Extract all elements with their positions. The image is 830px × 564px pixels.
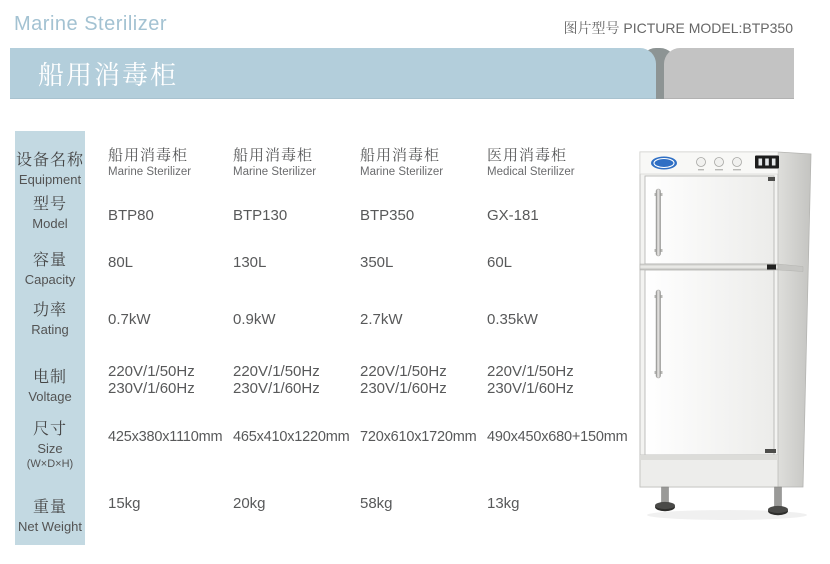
banner-gray-tab — [664, 48, 794, 99]
row-label-model: 型号 Model — [32, 196, 68, 231]
rating-value: 2.7kW — [360, 311, 403, 328]
weight-value: 15kg — [108, 495, 141, 512]
divider-latch — [767, 265, 776, 270]
row-voltages — [108, 364, 638, 397]
equipment-name: 医用消毒柜 Medical Sterilizer — [487, 147, 575, 178]
capacity-value: 130L — [233, 254, 267, 271]
model-value: GX-181 — [487, 207, 539, 224]
row-equipment-names — [108, 146, 638, 179]
size-value: 720x610x1720mm — [360, 429, 477, 445]
lower-door — [645, 270, 774, 455]
size-value: 490x450x680+150mm — [487, 429, 628, 445]
upper-hinge — [768, 177, 775, 181]
left-foot-icon — [655, 487, 675, 511]
row-weights — [108, 495, 638, 512]
capacity-value: 60L — [487, 254, 513, 271]
row-label-rating: 功率 Rating — [31, 302, 69, 337]
equipment-name: 船用消毒柜 Marine Sterilizer — [360, 147, 444, 178]
rating-value: 0.7kW — [108, 311, 151, 328]
weight-value: 58kg — [360, 495, 393, 512]
equipment-name: 船用消毒柜 Marine Sterilizer — [233, 147, 317, 178]
capacity-value: 80L — [108, 254, 134, 271]
weight-value: 20kg — [233, 495, 266, 512]
voltage-value: 220V/1/50Hz 230V/1/60Hz — [360, 363, 447, 397]
banner-title: 船用消毒柜 — [38, 59, 179, 90]
model-value: BTP130 — [233, 207, 288, 224]
picture-model-label: 图片型号 PICTURE MODEL:BTP350 — [563, 20, 793, 36]
row-label-capacity: 容量 Capacity — [24, 252, 76, 287]
upper-door — [645, 176, 774, 264]
row-ratings — [108, 311, 638, 328]
lower-hinge — [765, 449, 776, 453]
row-capacities — [108, 254, 638, 271]
row-models — [108, 207, 638, 224]
row-sizes — [108, 429, 638, 445]
row-label-voltage: 电制 Voltage — [28, 369, 72, 404]
equipment-name: 船用消毒柜 Marine Sterilizer — [108, 147, 192, 178]
row-label-equipment: 设备名称 Equipment — [15, 152, 84, 187]
cabinet-side-face — [778, 152, 811, 487]
rating-value: 0.35kW — [487, 311, 538, 328]
voltage-value: 220V/1/50Hz 230V/1/60Hz — [487, 363, 574, 397]
digital-display-icon — [755, 156, 779, 169]
product-image-sterilizer-cabinet — [637, 143, 817, 521]
voltage-value: 220V/1/50Hz 230V/1/60Hz — [108, 363, 195, 397]
weight-value: 13kg — [487, 495, 520, 512]
door-divider-bar — [640, 264, 778, 270]
voltage-value: 220V/1/50Hz 230V/1/60Hz — [233, 363, 320, 397]
model-value: BTP350 — [360, 207, 415, 224]
size-value: 465x410x1220mm — [233, 429, 350, 445]
capacity-value: 350L — [360, 254, 394, 271]
row-label-weight: 重量 Net Weight — [17, 499, 83, 534]
rating-value: 0.9kW — [233, 311, 276, 328]
row-label-size: 尺寸 Size (W×D×H) — [26, 421, 74, 470]
right-foot-icon — [768, 487, 788, 515]
model-value: BTP80 — [108, 207, 154, 224]
base-plinth-top-edge — [640, 455, 778, 460]
size-value: 425x380x1110mm — [108, 429, 223, 445]
banner-blue-bar — [10, 48, 656, 99]
spec-row-labels-panel — [15, 131, 85, 545]
page-title: Marine Sterilizer — [14, 13, 167, 35]
